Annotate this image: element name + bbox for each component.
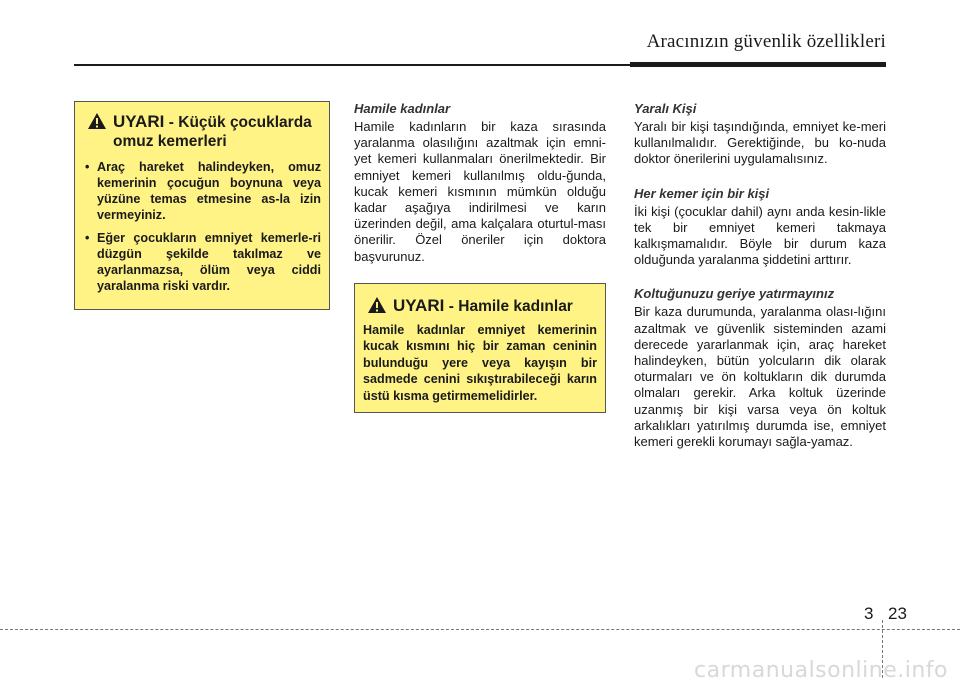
section-heading-injured: Yaralı Kişi xyxy=(634,101,697,116)
warning-list-item: • Eğer çocukların emniyet kemerle-ri düzgün şekilde takılmaz ve ayarlanmazsa, ölüm veya ciddi yaralanma riski vardır. xyxy=(83,230,321,294)
warning-box-pregnant xyxy=(354,283,606,414)
chapter-number: 3 xyxy=(864,604,874,623)
column-left xyxy=(74,101,330,310)
warning-subtitle: - Hamile kadınlar xyxy=(448,297,573,315)
column-middle xyxy=(354,101,606,413)
section-text-pregnant: Hamile kadınların bir kaza sırasında yaralanma olasılığını azaltmak için emni-yet kemeri kullanmaları önerilmektedir. Bir emniyet kemeri kullanılmış oldu-ğunda, kucak kemeri kısmının mümkün olduğu kadar aşağıya indirilmesi ve karın üzerinden değil, ama kalçalara oturtul-ması önerilir. Özel öneriler için doktora başvurunuz. xyxy=(354,119,606,264)
warning-triangle-icon xyxy=(367,296,387,314)
section-heading-pregnant: Hamile kadınlar xyxy=(354,101,451,116)
page-number: 23 xyxy=(888,604,907,623)
warning-text: Hamile kadınlar emniyet kemerinin kucak kısmını hiç bir zaman ceninin bulunduğu yere veya kayışın bir sadmede cenini sıkıştırabileceği karın üstü kısma getirmemelidirler. xyxy=(363,322,597,403)
page-header-title: Aracınızın güvenlik özellikleri xyxy=(646,31,886,52)
section-text-injured: Yaralı bir kişi taşındığında, emniyet ke-meri kullanılmalıdır. Gerektiğinde, bu ko-nuda doktor önerilerini uygulamalısınız. xyxy=(634,119,886,167)
warning-box-children xyxy=(74,101,330,310)
footer-rule xyxy=(0,629,960,630)
warning-list-item: • Araç hareket halindeyken, omuz kemerinin çocuğun boynuna veya yüzüne temas etmesine as-la izin vermeyiniz. xyxy=(83,159,321,223)
column-right xyxy=(634,101,886,468)
warning-subtitle-line2: omuz kemerleri xyxy=(113,133,227,150)
section-text-one-belt: İki kişi (çocuklar dahil) aynı anda kesin-likle tek bir emniyet kemeri takmaya kalkışmamalıdır. Böyle bir durum kaza olduğunda yaralanma şiddetini arttırır. xyxy=(634,203,886,268)
warning-triangle-icon xyxy=(87,112,107,130)
warning-label: UYARI xyxy=(113,112,165,131)
warning-subtitle: - Küçük çocuklarda xyxy=(168,114,312,131)
warning-list xyxy=(83,159,321,294)
section-text-recline: Bir kaza durumunda, yaralanma olası-lığını azaltmak ve güvenlik sisteminden azami derecede yararlanmak için, araç hareket halindeyken, bütün yolcuların dik olarak oturmaları ve ön koltukların dik durumda olmaları gerekir. Arka koltuk üzerinde uzanmış bir kişi varsa veya ön koltuk arkalıkları yatırılmış durumda ise, emniyet kemeri gerekli korumayı sağla-yamaz. xyxy=(634,304,886,450)
warning-label: UYARI xyxy=(393,295,445,315)
warning-title xyxy=(363,296,597,316)
header-rule-accent xyxy=(630,62,886,67)
section-heading-one-belt: Her kemer için bir kişi xyxy=(634,185,770,201)
warning-title xyxy=(83,112,321,132)
section-heading-recline: Koltuğunuzu geriye yatırmayınız xyxy=(634,286,835,302)
watermark: carmanualsonline.info xyxy=(694,658,948,683)
